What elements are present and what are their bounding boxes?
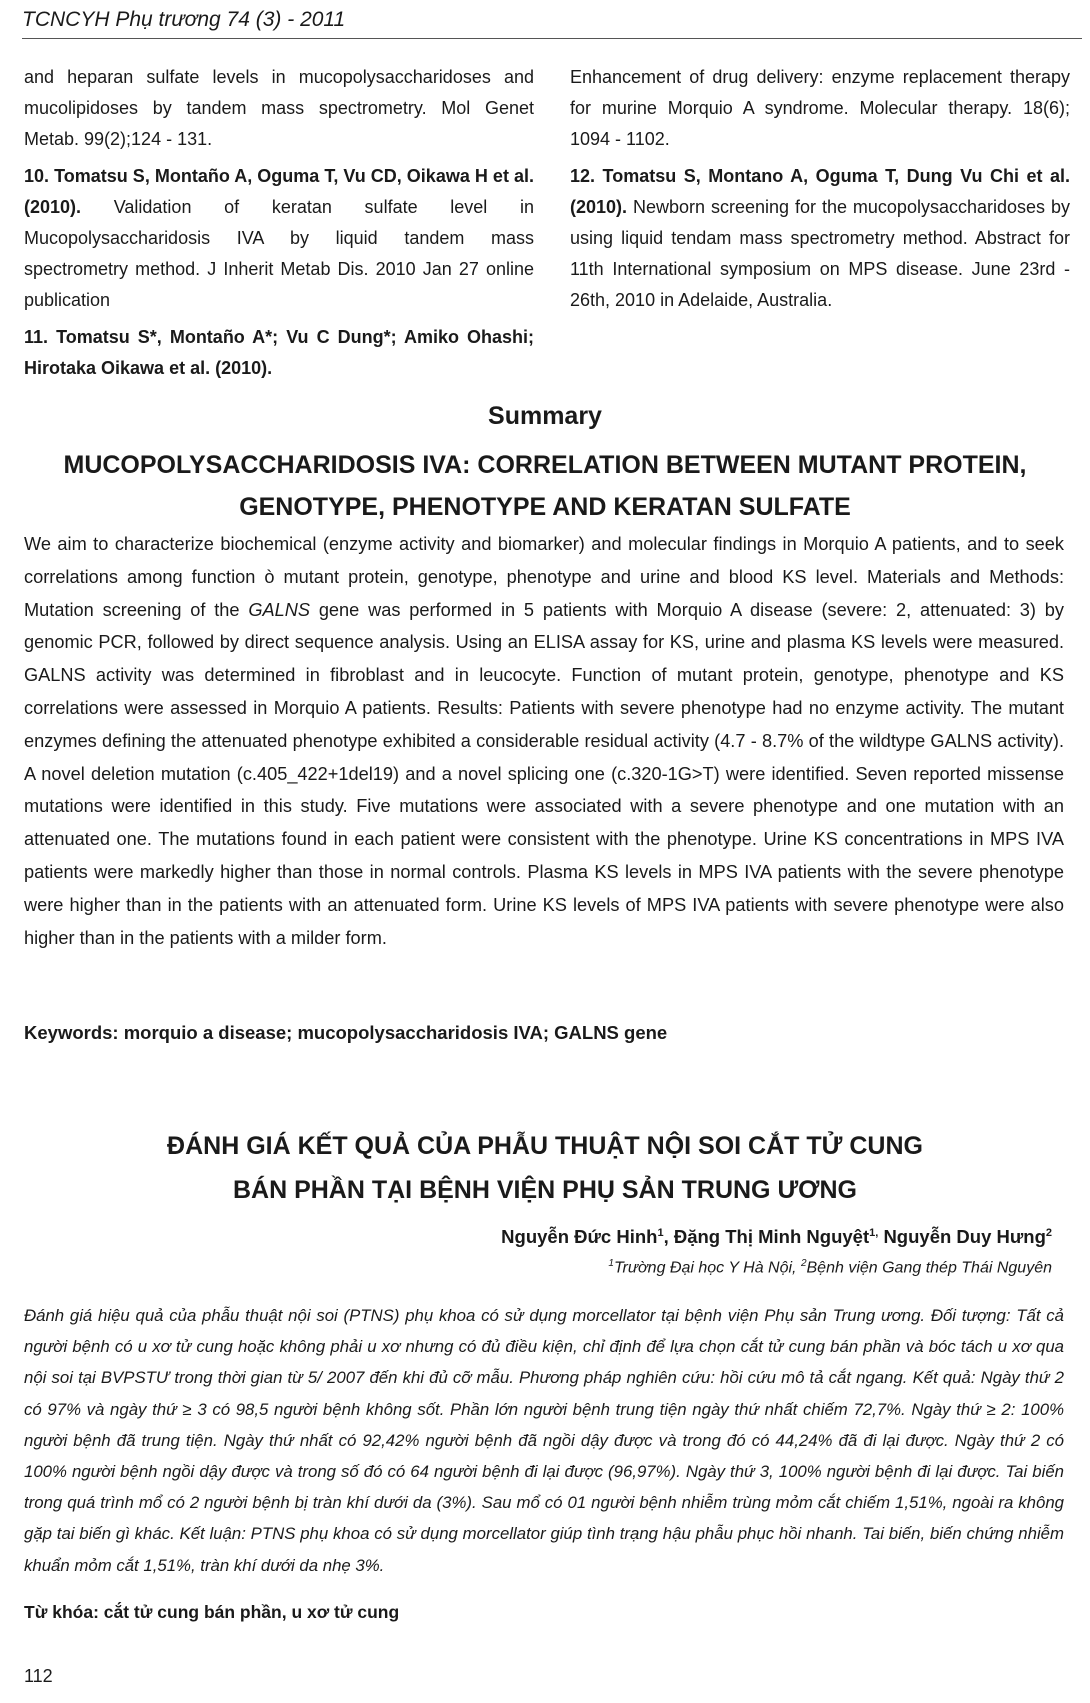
gene-name: GALNS bbox=[248, 599, 310, 620]
reference-item: 10. Tomatsu S, Montaño A, Oguma T, Vu CD, Oikawa H et al. (2010). Validation of keratan sulfate level in Mucopolysaccharidosis IVA by liquid tandem mass spectrometry method. J Inherit Metab Dis. 2010 Jan 27 online publication bbox=[24, 166, 534, 310]
summary-abstract: We aim to characterize biochemical (enzyme activity and biomarker) and molecular findings in Morquio A patients, and to seek correlations among function ò mutant protein, genotype, phenotype and urine and blood KS level. Materials and Methods: Mutation screening of the GALNS gene was performed in 5 patients with Morquio A disease (severe: 2, attenuated: 3) by genomic PCR, followed by direct sequence analysis. Using an ELISA assay for KS, urine and plasma KS levels were measured. GALNS activity was determined in fibroblast and in leucocyte. Function of mutant protein, genotype, phenotype and KS correlations were assessed in Morquio A patients. Results: Patients with severe phenotype had no enzyme activity. The mutant enzymes defining the attenuated phenotype exhibited a considerable residual activity (4.7 - 8.7% of the wildtype GALNS activity). A novel deletion mutation (c.405_422+1del19) and a novel splicing one (c.320-1G>T) were identified. Seven reported missense mutations were identified in this study. Five mutations were associated with a severe phenotype and one mutation with an attenuated one. The mutations found in each patient were consistent with the phenotype. Urine KS concentrations in MPS IVA patients were markedly higher than those in normal controls. Plasma KS levels in MPS IVA patients with the severe phenotype were higher than in the patients with an attenuated form. Urine KS levels of MPS IVA patients with severe phenotype were also higher than in the patients with a milder form. bbox=[24, 534, 1064, 948]
summary-keywords: Keywords: morquio a disease; mucopolysaccharidosis IVA; GALNS gene bbox=[24, 1022, 668, 1043]
article-title: ĐÁNH GIÁ KẾT QUẢ CỦA PHẪU THUẬT NỘI SOI CẮT TỬ CUNG BÁN PHẦN TẠI BỆNH VIỆN PHỤ SẢN TRUNG ƯƠNG bbox=[167, 1132, 923, 1204]
running-header bbox=[22, 0, 1082, 39]
summary-heading: Summary bbox=[488, 402, 602, 430]
reference-item: 11. Tomatsu S*, Montaño A*; Vu C Dung*; Amiko Ohashi; Hirotaka Oikawa et al. (2010). bbox=[24, 327, 534, 378]
reference-item: Enhancement of drug delivery: enzyme replacement therapy for murine Morquio A syndrome. Molecular therapy. 18(6); 1094 - 1102. bbox=[570, 67, 1070, 149]
references-left-column bbox=[24, 62, 534, 390]
article-keywords: Từ khóa: cắt tử cung bán phần, u xơ tử cung bbox=[24, 1602, 400, 1622]
reference-item: 12. Tomatsu S, Montano A, Oguma T, Dung Vu Chi et al. (2010). Newborn screening for the mucopolysaccharidoses by using liquid tendam mass spectrometry method. Abstract for 11th International symposium on MPS disease. June 23rd - 26th, 2010 in Adelaide, Australia. bbox=[570, 166, 1070, 310]
article-abstract: Đánh giá hiệu quả của phẫu thuật nội soi (PTNS) phụ khoa có sử dụng morcellator tại bệnh viện Phụ sản Trung ương. Đối tượng: Tất cả người bệnh có u xơ tử cung hoặc không phải u xơ nhưng có đủ điều kiện, chỉ định để lựa chọn cắt tử cung bán phần và bóc tách u xơ qua nội soi tại BVPSTƯ trong thời gian từ 5/ 2007 đến khi đủ cỡ mẫu. Phương pháp nghiên cứu: hồi cứu mô tả cắt ngang. Kết quả: Ngày thứ 2 có 97% và ngày thứ ≥ 3 có 98,5 người bệnh không sốt. Phần lớn người bệnh trung tiện ngày thứ nhất chiếm 72,7%. Ngày thứ ≥ 2: 100% người bệnh đã trung tiện. Ngày thứ nhất có 92,42% người bệnh đã ngồi dậy được và trong đó có 44,24% đã đi lại được. Ngày thứ 2 có 100% người bệnh ngồi dậy được và trong số đó có 64 người bệnh đi lại được (96,97%). Ngày thứ 3, 100% người bệnh đi lại được. Tai biến trong quá trình mổ có 2 người bệnh bị tràn khí dưới da (3%). Sau mổ có 01 người bệnh nhiễm trùng mỏm cắt chiếm 1,51%, ngoài ra không gặp tai biến gì khác. Kết luận: PTNS phụ khoa có sử dụng morcellator giúp tình trạng hậu phẫu phục hồi nhanh. Tai biến, biến chứng nhiễm khuẩn mỏm cắt 1,51%, tràn khí dưới da nhẹ 3%. bbox=[24, 1306, 1064, 1575]
page-number: 112 bbox=[24, 1666, 53, 1686]
summary-title: MUCOPOLYSACCHARIDOSIS IVA: CORRELATION BETWEEN MUTANT PROTEIN, GENOTYPE, PHENOTYPE AND KERATAN SULFATE bbox=[63, 451, 1027, 521]
article-authors: Nguyễn Đức Hinh$^1$, Đặng Thị Minh Nguyệt$^{1,}$ Nguyễn Duy Hưng$^2$ bbox=[501, 1226, 1052, 1247]
reference-item: and heparan sulfate levels in mucopolysaccharidoses and mucolipidoses by tandem mass spectrometry. Mol Genet Metab. 99(2);124 - 131. bbox=[24, 67, 534, 149]
journal-name: TCNCYH Phụ trương 74 (3) - 2011 bbox=[22, 8, 346, 31]
references-right-column bbox=[570, 62, 1070, 322]
article-affiliations: $^1$Trường Đại học Y Hà Nội, $^2$Bệnh viện Gang thép Thái Nguyên bbox=[608, 1258, 1052, 1277]
